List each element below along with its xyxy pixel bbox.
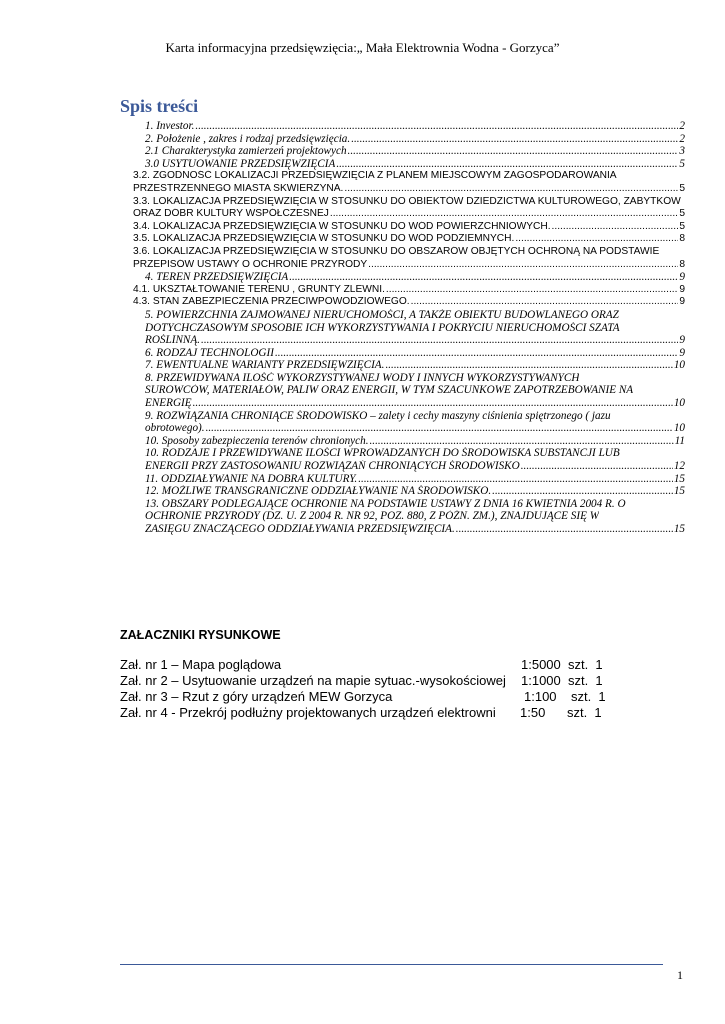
toc-entry-text: ENERGIĘ	[145, 397, 192, 410]
toc-page-number: 15	[673, 485, 685, 498]
toc-entry[interactable]	[130, 473, 685, 486]
toc-entry-text: 2.1 Charakterystyka zamierzeń projektowych	[145, 145, 347, 158]
toc-entry-text: 11. ODDZIAŁYWANIE NA DOBRA KULTURY.	[145, 472, 358, 485]
toc-leader-dots	[201, 334, 678, 347]
toc-entry[interactable]	[130, 120, 685, 133]
toc-leader-dots	[521, 460, 673, 473]
toc-entry[interactable]	[130, 284, 685, 297]
attachment-label: Zał. nr 2 – Usytuowanie urządzeń na mapie sytuac.-wysokościowej	[120, 673, 506, 688]
attachment-label: Zał. nr 3 – Rzut z góry urządzeń MEW Gorzyca	[120, 689, 393, 704]
toc-entry-text: 7. EWENTUALNE WARIANTY PRZEDSIĘWZIĘCIA.	[145, 359, 385, 372]
toc-entry[interactable]	[130, 447, 685, 472]
toc-entry-text: obrotowego).	[145, 422, 205, 435]
toc-entry-text: 10. RODZAJE I PRZEWIDYWANE ILOŚCI WPROWADZANYCH DO ŚRODOWISKA SUBSTANCJI LUB	[145, 447, 620, 460]
toc-page-number: 8	[679, 233, 685, 245]
toc-entry-text: ROŚLINNĄ.	[145, 334, 201, 347]
toc-entry[interactable]	[130, 410, 685, 435]
toc-leader-dots	[336, 158, 678, 171]
toc-entry-text: 8. PRZEWIDYWANA ILOŚĆ WYKORZYSTYWANEJ WODY I INNYCH WYKORZYSTYWANYCH	[145, 371, 580, 384]
attachment-scale: 1:5000 szt. 1	[521, 657, 603, 672]
toc-entry-text: 6. RODZAJ TECHNOLOGII	[145, 346, 274, 359]
toc-leader-dots	[289, 271, 678, 284]
toc-entry-text: 5. POWIERZCHNIA ZAJMOWANEJ NIERUCHOMOŚCI, A TAKŻE OBIEKTU BUDOWLANEGO ORAZ	[145, 308, 619, 321]
toc-entry-text: ENERGII PRZY ZASTOSOWANIU ROZWIĄZAŃ CHRONIĄCYCH ŚRODOWISKO	[145, 460, 520, 473]
toc-page-number: 10	[673, 397, 685, 410]
toc-entry[interactable]	[130, 145, 685, 158]
toc-entry-text: SUROWCÓW, MATERIAŁÓW, PALIW ORAZ ENERGII, W TYM SZACUNKOWE ZAPOTRZEBOWANIE NA	[145, 384, 634, 397]
toc-leader-dots	[552, 221, 679, 234]
toc-page-number: 9	[679, 334, 685, 347]
table-of-contents	[130, 120, 685, 536]
toc-entry[interactable]	[130, 435, 685, 448]
toc-entry-text: 4.3. STAN ZABEZPIECZENIA PRZECIWPOWODZIOWEGO.	[133, 296, 410, 308]
page-header: Karta informacyjna przedsięwzięcia:„ Mała Elektrownia Wodna - Gorzyca”	[165, 40, 560, 55]
toc-entry-text: 4.1. UKSZTAŁTOWANIE TERENU , GRUNTY ZLEWNI.	[133, 283, 385, 295]
toc-entry[interactable]	[130, 133, 685, 146]
toc-entry-text: 13. OBSZARY PODLEGAJĄCE OCHRONIE NA PODSTAWIE USTAWY Z DNIA 16 KWIETNIA 2004 R. O	[145, 497, 626, 510]
toc-page-number: 5	[679, 157, 685, 170]
toc-page-number: 2	[679, 120, 685, 132]
toc-entry-text: 12. MOŻLIWE TRANSGRANICZNE ODDZIAŁYWANIE NA ŚRODOWISKO.	[145, 485, 492, 498]
toc-entry[interactable]	[130, 158, 685, 171]
toc-page-number: 12	[673, 460, 685, 473]
toc-page-number: 3	[679, 145, 685, 158]
footer-divider	[120, 964, 663, 965]
toc-entry-text: 3.0 USYTUOWANIE PRZEDSIĘWZIĘCIA	[145, 157, 336, 170]
toc-leader-dots	[456, 523, 673, 536]
attachment-item	[120, 673, 603, 688]
toc-entry[interactable]	[130, 221, 685, 234]
toc-entry[interactable]	[130, 485, 685, 498]
toc-leader-dots	[348, 145, 679, 158]
toc-entry[interactable]	[130, 498, 685, 536]
toc-entry-text: 3.6. LOKALIZACJA PRZEDSIĘWZIĘCIA W STOSUNKU DO OBSZARÓW OBJĘTYCH OCHRONĄ NA PODSTAWIE	[133, 245, 660, 257]
toc-title: Spis treści	[120, 96, 199, 116]
toc-leader-dots	[370, 435, 674, 448]
toc-entry[interactable]	[130, 296, 685, 309]
toc-leader-dots	[358, 473, 673, 486]
attachment-item	[120, 705, 602, 720]
toc-entry-text: PRZESTRZENNEGO MIASTA SKWIERZYNA.	[133, 182, 344, 194]
toc-leader-dots	[411, 296, 679, 309]
toc-entry-text: ORAZ DÓBR KULTURY WSPÓŁCZESNEJ	[133, 208, 329, 220]
toc-entry-text: 10. Sposoby zabezpieczenia terenów chronionych.	[145, 434, 369, 447]
attachment-item	[120, 657, 603, 672]
toc-page-number: 9	[679, 296, 685, 308]
toc-leader-dots	[193, 397, 673, 410]
toc-leader-dots	[275, 347, 678, 360]
toc-entry-text: 3.2. ZGODNOŚĆ LOKALIZACJI PRZEDSIĘWZIĘCIA Z PLANEM MIEJSCOWYM ZAGOSPODAROWANIA	[133, 170, 617, 182]
toc-entry[interactable]	[130, 233, 685, 246]
toc-page-number: 9	[679, 346, 685, 359]
toc-page-number: 15	[673, 523, 685, 535]
toc-page-number: 9	[679, 271, 685, 284]
toc-entry-text: DOTYCHCZASOWYM SPOSOBIE ICH WYKORZYSTYWANIA I POKRYCIU NIERUCHOMOŚCI SZATA	[145, 321, 620, 334]
toc-leader-dots	[330, 208, 678, 221]
toc-entry-text: 9. ROZWIĄZANIA CHRONIĄCE ŚRODOWISKO – zalety i cechy maszyny ciśnienia spiętrzonego ( jazu	[145, 409, 611, 422]
toc-entry-text: ZASIĘGU ZNACZĄCEGO ODDZIAŁYWANIA PRZEDSIĘWZIĘCIA.	[145, 523, 455, 535]
attachment-label: Zał. nr 1 – Mapa poglądowa	[120, 657, 282, 672]
toc-entry-text: 4. TEREN PRZEDSIĘWZIĘCIA	[145, 271, 289, 284]
attachment-label: Zał. nr 4 - Przekrój podłużny projektowanych urządzeń elektrowni	[120, 705, 496, 720]
attachment-scale: 1:100 szt. 1	[524, 689, 606, 704]
toc-entry[interactable]	[130, 372, 685, 410]
toc-page-number: 15	[673, 472, 685, 485]
toc-leader-dots	[368, 259, 678, 272]
toc-leader-dots	[206, 422, 673, 435]
toc-entry-text: 1. Investor.	[145, 120, 195, 132]
toc-page-number: 2	[679, 132, 685, 145]
toc-page-number: 10	[673, 359, 685, 372]
toc-entry[interactable]	[130, 271, 685, 284]
toc-page-number: 10	[673, 422, 685, 435]
attachment-scale: 1:50 szt. 1	[520, 705, 602, 720]
attachment-item	[120, 689, 606, 704]
toc-entry-text: 3.5. LOKALIZACJA PRZEDSIĘWZIĘCIA W STOSUNKU DO WÓD PODZIEMNYCH.	[133, 233, 515, 245]
toc-entry-text: OCHRONIE PRZYRODY (DZ. U. Z 2004 R. NR 92, POZ. 880, Z PÓŹN. ZM.), ZNAJDUJĄCE SIĘ W	[145, 510, 600, 523]
toc-leader-dots	[351, 133, 678, 146]
toc-leader-dots	[344, 183, 678, 196]
toc-leader-dots	[386, 284, 678, 297]
toc-leader-dots	[195, 120, 678, 133]
toc-page-number: 8	[679, 258, 685, 270]
attachment-scale: 1:1000 szt. 1	[521, 673, 603, 688]
toc-page-number: 11	[674, 434, 685, 447]
attachments-title: ZAŁACZNIKI RYSUNKOWE	[120, 628, 281, 642]
toc-entry-text: 3.3. LOKALIZACJA PRZEDSIĘWZIĘCIA W STOSUNKU DO OBIEKTÓW DZIEDZICTWA KULTUROWEGO, ZABYTKÓW	[133, 195, 681, 207]
toc-entry[interactable]	[130, 359, 685, 372]
toc-entry-text: 3.4. LOKALIZACJA PRZEDSIĘWZIĘCIA W STOSUNKU DO WÓD POWIERZCHNIOWYCH.	[133, 220, 551, 232]
toc-leader-dots	[515, 233, 678, 246]
toc-page-number: 5	[679, 208, 685, 220]
page-number: 1	[677, 968, 683, 982]
toc-entry[interactable]	[130, 196, 685, 221]
toc-entry[interactable]	[130, 246, 685, 271]
toc-leader-dots	[492, 485, 673, 498]
toc-entry-text: PRZEPISÓW USTAWY O OCHRONIE PRZYRODY	[133, 258, 368, 270]
toc-entry[interactable]	[130, 170, 685, 195]
toc-entry-text: 2. Położenie , zakres i rodzaj przedsięwzięcia.	[145, 132, 351, 145]
toc-entry[interactable]	[130, 309, 685, 347]
toc-leader-dots	[385, 359, 672, 372]
toc-page-number: 5	[679, 182, 685, 194]
toc-entry[interactable]	[130, 347, 685, 360]
toc-page-number: 9	[679, 283, 685, 295]
toc-page-number: 5	[679, 220, 685, 232]
